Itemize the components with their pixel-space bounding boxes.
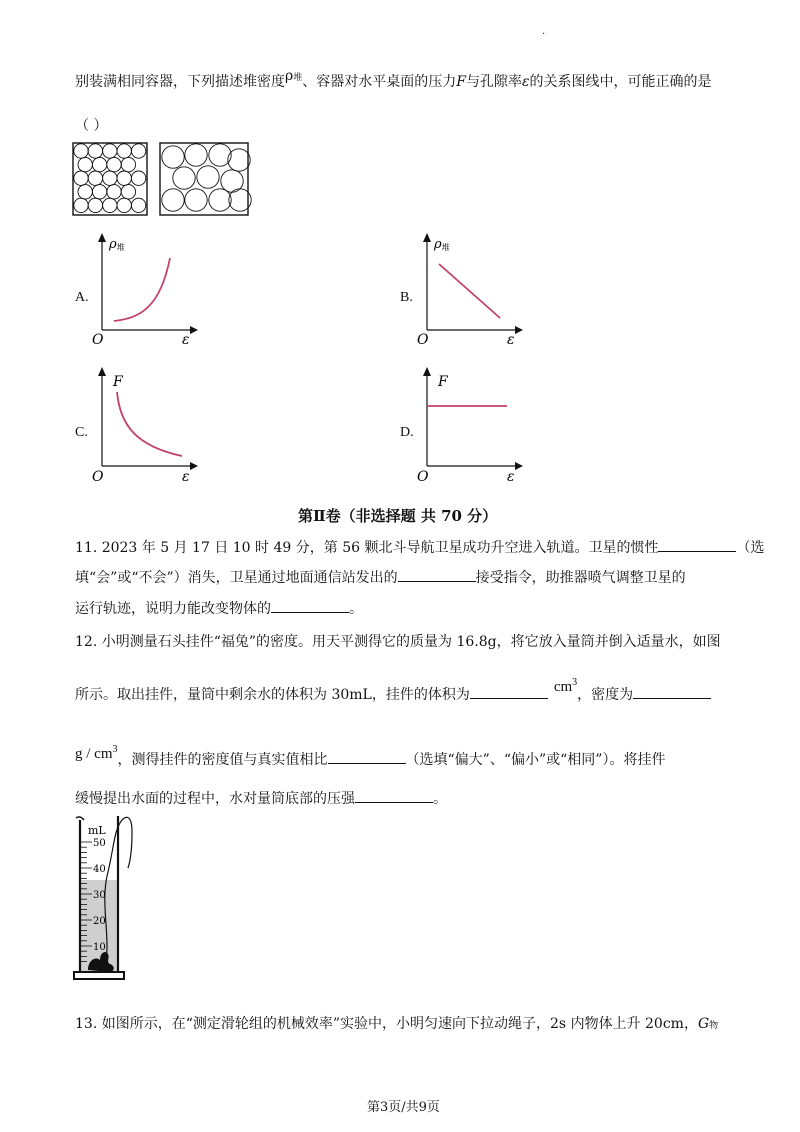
page-footer: 第3页/共9页 [367, 1100, 440, 1115]
origin-label: O [92, 332, 104, 348]
graph-c [90, 364, 200, 484]
x-arrow [190, 462, 198, 470]
option-c-label[interactable]: C. [75, 425, 88, 440]
q10-stem-b: 、容器对水平桌面的压力 [302, 74, 457, 90]
rising-curve [114, 258, 170, 321]
large-particle-packing [160, 143, 251, 215]
scale-label: 30 [93, 890, 106, 901]
x-arrow [515, 462, 523, 470]
q12-blank-density[interactable] [633, 684, 711, 699]
rho-symbol: ρ堆 [285, 68, 303, 84]
option-b-label[interactable]: B. [400, 290, 413, 305]
scale-label: 40 [93, 864, 106, 875]
origin-label: O [417, 332, 429, 348]
q11-line1: 11. 2023 年 5 月 17 日 10 时 49 分，第 56 颗北斗导航卫星成功升空进入轨道。卫星的惯性 （选 [75, 537, 764, 558]
y-axis-label: F [438, 374, 448, 390]
x-arrow [515, 326, 523, 334]
q12-line1: 12. 小明测量石头挂件“福兔”的密度。用天平测得它的质量为 16.8g，将它放入量筒并倒入适量水，如图 [75, 634, 721, 650]
q11-line2: 填“会”或“不会”）消失，卫星通过地面通信站发出的 接受指令，助推器喷气调整卫星的 [75, 567, 686, 588]
x-axis-label: ε [182, 469, 190, 484]
cylinder-unit: mL [88, 824, 106, 837]
option-d-label[interactable]: D. [400, 425, 414, 440]
scale-label: 20 [93, 916, 106, 927]
q11-blank-3[interactable] [271, 598, 349, 613]
q13-line1: 13. 如图所示，在“测定滑轮组的机械效率”实验中，小明匀速向下拉动绳子，2s 内物体上升 20cm，G物 [75, 1016, 719, 1032]
y-arrow [423, 367, 431, 376]
q11-line3: 运行轨迹，说明力能改变物体的 。 [75, 598, 363, 619]
x-axis-label: ε [507, 332, 515, 348]
graduated-cylinder [70, 812, 150, 988]
q10-stem-line [75, 68, 712, 94]
q11-blank-1[interactable] [658, 537, 736, 552]
G-symbol: G [697, 1016, 710, 1032]
decreasing-curve [117, 392, 182, 456]
graph-b [415, 230, 525, 348]
x-axis-label: ε [507, 469, 515, 484]
x-axis-label: ε [182, 332, 190, 348]
q12-line3: g / $cm^3$，测得挂件的密度值与真实值相比 （选填“偏大”、“偏小”或“相同”）。将挂件 [75, 744, 666, 768]
q10-stem-a: 别装满相同容器，下列描述堆密度 [75, 74, 285, 90]
falling-line [439, 264, 500, 318]
scale-label: 50 [93, 838, 106, 849]
y-arrow [98, 233, 106, 242]
q12-blank-compare[interactable] [328, 749, 406, 764]
y-arrow [98, 367, 106, 376]
section-2-title: 第Ⅱ卷（非选择题 共 70 分） [298, 507, 498, 525]
unit-g-per-cm3: g / $cm^3$ [75, 744, 118, 762]
epsilon-symbol: ε [521, 74, 530, 90]
scale-label: 10 [93, 942, 106, 953]
y-axis-label: F [113, 374, 123, 390]
top-dot: . [542, 26, 546, 37]
graph-d [415, 364, 525, 484]
q12-blank-pressure[interactable] [355, 788, 433, 803]
y-arrow [423, 233, 431, 242]
x-arrow [190, 326, 198, 334]
origin-label: O [417, 469, 429, 484]
y-axis-label: ρ堆 [109, 237, 125, 252]
F-symbol: F [456, 74, 466, 90]
q11-blank-2[interactable] [398, 567, 476, 582]
graph-a [90, 230, 200, 348]
option-a-label[interactable]: A. [75, 290, 89, 305]
unit-cm3: $cm^3$ [553, 677, 578, 695]
q10-stem-d: 的关系图线中，可能正确的是 [529, 74, 712, 90]
q10-answer-paren: （ ） [75, 118, 108, 134]
origin-label: O [92, 469, 104, 484]
q12-blank-volume[interactable] [470, 684, 548, 699]
q10-stem-c: 与孔隙率 [465, 74, 522, 90]
G-subscript: 物 [709, 1021, 719, 1031]
container-box [73, 143, 147, 215]
packing-figures [72, 142, 252, 218]
q12-line4: 缓慢提出水面的过程中，水对量筒底部的压强 。 [75, 788, 447, 809]
y-axis-label: ρ堆 [434, 237, 450, 252]
small-particle-packing [73, 143, 147, 215]
q12-line2: 所示。取出挂件，量筒中剩余水的体积为 30mL，挂件的体积为 $cm^3$，密度为 [75, 681, 711, 705]
